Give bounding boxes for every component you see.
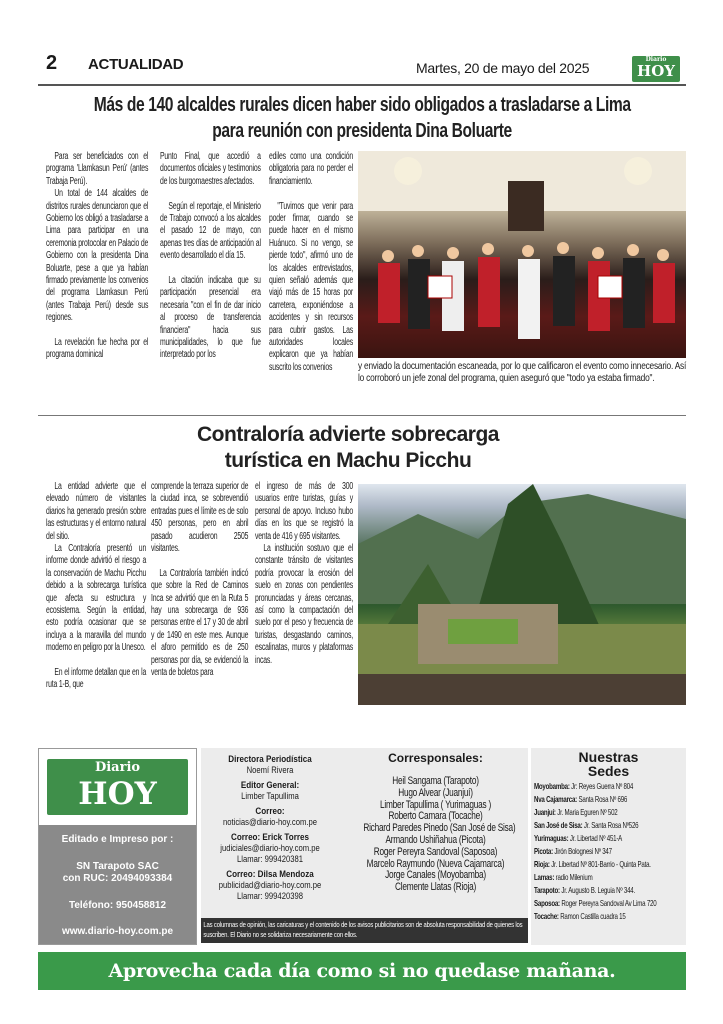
staff-detail: Limber Tapullima (241, 791, 299, 801)
publisher-box (38, 748, 197, 945)
staff-entry (201, 806, 339, 828)
correspondent: Richard Paredes Pinedo (San José de Sisa) (363, 822, 516, 835)
sedes-title: Sedes (587, 763, 630, 779)
paragraph: "Tuvimos que venir para poder firmar, cuando se puede hacer en el mismo Huánuco. Si no vengo, se pierde todo", afirmó uno de los alcaldes entrevistados, quien señaló además que viajó más de 15 horas por carretera, exponiéndose a accidentes y sin recursos para cubrir gastos. Las autoridades locales explicaron que ya habían suscrito los convenios (269, 200, 353, 373)
sedes-list (534, 780, 683, 923)
sede-address: Jr. Libertad Nº 451-A (568, 834, 623, 843)
staff-list (201, 754, 339, 906)
correspondent: Jorge Canales (Moyobamba) (385, 869, 486, 882)
sede-entry (534, 910, 683, 923)
paragraph: La Contraloría también indicó que sobre la Red de Caminos Inca se advirtió que en la Ruta 5 hay una sobrecarga de 936 personas entre el 17 y 30 de abril y de 1490 en este mes. Aunque el aforo permitido es de 250 personas por día, se evidenció la venta de boletos para (151, 567, 249, 679)
paragraph: La revelación fue hecha por el programa dominical (46, 337, 149, 361)
sede-city: Juanjuí: (534, 808, 556, 817)
correspondents-title: Corresponsales: (388, 751, 483, 765)
page-number: 2 (46, 52, 58, 74)
logo-small-text: Diario (94, 760, 141, 775)
staff-entry (201, 869, 339, 902)
article-divider (38, 415, 686, 416)
sede-entry (534, 832, 683, 845)
sede-address: Jirón Bolognesi Nº 347 (552, 847, 612, 856)
sede-entry (534, 884, 683, 897)
sede-entry (534, 845, 683, 858)
sede-address: Ramon Castilla cuadra 15 (558, 912, 626, 921)
article1-headline (38, 92, 686, 144)
alcaldes-ceremony-photo (358, 151, 686, 358)
diario-hoy-logo (632, 56, 680, 82)
sede-address: Roger Pereyra Sandoval Av Lima 720 (559, 899, 657, 908)
article1-column-3 (269, 151, 353, 374)
correspondents (343, 750, 528, 894)
correspondent: Marcelo Raymundo (Nueva Cajamarca) (366, 857, 505, 870)
paragraph: Punto Final, que accedió a documentos oficiales y testimonios de los burgomaestres afectados. (160, 151, 261, 187)
staff-detail: noticias@diario-hoy.com.pe (223, 817, 317, 827)
sede-address: Jr: Reyes Guerra Nº 804 (569, 782, 634, 791)
headline-line: para reunión con presidenta Dina Boluarte (212, 120, 512, 142)
disclaimer: Las columnas de opinión, las caricaturas y el contenido de los avisos publicitarios son de absoluta responsabilidad de quienes los suscriben. El Diario no se solidariza necesariamente con ellos. (203, 920, 523, 939)
slogan-banner: Aprovecha cada día como si no quedase mañana. (38, 952, 686, 990)
staff-entry (201, 754, 339, 776)
sede-city: Moyobamba: (534, 782, 570, 791)
staff-role: Editor General: (240, 780, 300, 791)
logo-big-text: HOY (78, 776, 157, 812)
sede-entry (534, 819, 683, 832)
sedes-box (531, 748, 686, 945)
correspondent: Roberto Camara (Tocache) (388, 810, 483, 823)
correspondent: Roger Pereyra Sandoval (Saposoa) (373, 845, 498, 858)
staff-role: Directora Periodística (228, 754, 312, 765)
sede-address: Jr. Libertad Nº 801-Barrio - Quinta Pata. (549, 860, 651, 869)
issue-date: Martes, 20 de mayo del 2025 (416, 60, 590, 76)
disclaimer-bar (201, 918, 528, 943)
logo-big-text: HOY (637, 62, 675, 80)
edited-by-label: Editado e Impreso por : (61, 834, 174, 845)
paragraph: y enviado la documentación escaneada, por lo que calificaron el evento como innecesario. Así lo corroboró un jefe zonal del programa, quien aseguró que "todo ya estaba firmado". (358, 361, 687, 385)
staff-entry (201, 832, 339, 865)
paragraph: La Contraloría presentó un informe donde advirtió el riesgo a la conservación de Machu Picchu debido a la sobrecarga turística que afecta su estructura y ecosistema. Según la entidad, esto podría ocasionar que se incluya a la maravilla del mundo moderno en peligro por la Unesco. (46, 543, 147, 654)
paragraph: Un total de 144 alcaldes de distritos rurales denunciaron que el Gobierno los obligó a trasladarse a Lima para participar en una ceremonia protocolar en Palacio de Gobierno con la presidenta Dina Boluarte, pese a que ya habían firmado previamente los convenios del programa Llamkasun Perú (antes Trabaja Perú) desde sus regiones. (46, 188, 149, 324)
article2-headline (38, 422, 658, 474)
correspondent: Armando Ushiñahua (Picota) (385, 833, 486, 846)
staff-entry (201, 780, 339, 802)
sede-address: Santa Rosa Nº 696 (576, 795, 628, 804)
company-name: SN Tarapoto SAC (76, 860, 159, 872)
article2-column-1 (46, 481, 146, 692)
sede-city: Lamas: (534, 873, 555, 882)
sede-address: radio Milenium (554, 873, 593, 882)
sede-entry (534, 897, 683, 910)
correspondent: Hugo Alvear (Juanjuí) (398, 786, 473, 799)
article1-continuation (358, 361, 686, 386)
paragraph: La institución sostuvo que el constante tránsito de visitantes podría provocar la erosión del suelo en zonas con pendientes pronunciadas y áreas cercanas, así como la compactación del suelo por el peso y frecuencia de turistas, desgastando caminos, escalinatas, muros y plataformas incas. (255, 543, 353, 666)
paragraph: ediles como una condición obligatoria para no perder el financiamiento. (269, 151, 353, 187)
machu-picchu-photo (358, 484, 686, 705)
sede-city: San José de Sisa: (534, 821, 583, 830)
staff-detail: judiciales@diario-hoy.com.pe (220, 843, 320, 853)
sede-city: Saposoa: (534, 899, 560, 908)
sede-entry (534, 780, 683, 793)
paragraph: Para ser beneficiados con el programa 'Llamkasun Perú' (antes Trabaja Perú). (46, 151, 149, 187)
sede-city: Tarapoto: (534, 886, 560, 895)
company-phone: Teléfono: 950458812 (68, 899, 167, 911)
staff-role: Correo: (255, 806, 285, 817)
sede-entry (534, 793, 683, 806)
headline-line: Contraloría advierte sobrecarga (197, 423, 499, 446)
sede-address: Jr. Augusto B. Leguia Nº 344. (559, 886, 635, 895)
sede-entry (534, 858, 683, 871)
headline-line: turística en Machu Picchu (224, 449, 472, 472)
section-title: ACTUALIDAD (88, 56, 184, 73)
headline-line: Más de 140 alcaldes rurales dicen haber sido obligados a trasladarse a Lima (93, 94, 631, 116)
sede-city: Yurimaguas: (534, 834, 569, 843)
correspondent: Limber Tapullima ( Yurimaguas ) (380, 798, 491, 811)
mountain-illustration (358, 484, 686, 705)
logo-small-text: Diario (645, 56, 667, 63)
paragraph: La citación indicaba que su participación presencial era necesaria "con el fin de dar inicio al proceso de transferencia financiera" hacia sus municipalidades, lo que fue interpretado por los (160, 275, 261, 361)
staff-detail: Llamar: 999420398 (237, 891, 303, 901)
staff-box (201, 748, 528, 918)
company-ruc: con RUC: 20494093384 (62, 873, 173, 884)
sede-address: Jr. Santa Rosa Nº526 (582, 821, 639, 830)
sede-city: Picota: (534, 847, 553, 856)
correspondent: Clemente Llatas (Rioja) (395, 881, 476, 894)
staff-role: Correo: Erick Torres (231, 832, 309, 843)
sede-address: Jr. Maria Eguren Nº 502 (555, 808, 618, 817)
sede-city: Nva Cajamarca: (534, 795, 577, 804)
article2-column-3 (255, 481, 353, 667)
paragraph: el ingreso de más de 300 usuarios entre turistas, guías y personal de apoyo. Incluso hubo días en los que se registró la venta de 416 y 695 visitantes. (255, 481, 353, 542)
sede-city: Tocache: (534, 912, 559, 921)
sede-city: Rioja: (534, 860, 550, 869)
staff-detail: publicidad@diario-hoy.com.pe (218, 880, 322, 890)
sede-entry (534, 871, 683, 884)
crowd-illustration (358, 151, 686, 358)
header-rule (38, 84, 686, 86)
correspondents-list (343, 776, 528, 894)
paragraph: comprende la terraza superior de la ciudad inca, se sobrevendió entradas pues el límite es de solo 450 personas, pero en abril pasado acudieron 2505 visitantes. (151, 481, 249, 555)
staff-detail: Noemí Rivera (246, 765, 294, 775)
staff-role: Correo: Dilsa Mendoza (226, 869, 314, 880)
paragraph: En el informe detallan que en la ruta 1-B, que (46, 667, 147, 691)
article2-column-2 (151, 481, 248, 679)
paragraph: Según el reportaje, el Ministerio de Trabajo convocó a los alcaldes el pasado 12 de mayo, con apenas tres días de anticipación al evento desarrollado el día 15. (160, 200, 261, 262)
article1-column-1 (46, 151, 148, 362)
staff-detail: Llamar: 999420381 (237, 854, 303, 864)
paragraph: La entidad advierte que el elevado número de visitantes diarios ha generado presión sobre las estructuras y el entorno natural del sitio. (46, 481, 147, 542)
sede-entry (534, 806, 683, 819)
diario-hoy-logo (47, 759, 188, 815)
correspondent: Heil Sangama (Tarapoto) (392, 775, 479, 787)
sedes-title: Nuestras (578, 749, 639, 765)
website-link[interactable]: www.diario-hoy.com.pe (61, 926, 174, 937)
article1-column-2 (160, 151, 261, 362)
